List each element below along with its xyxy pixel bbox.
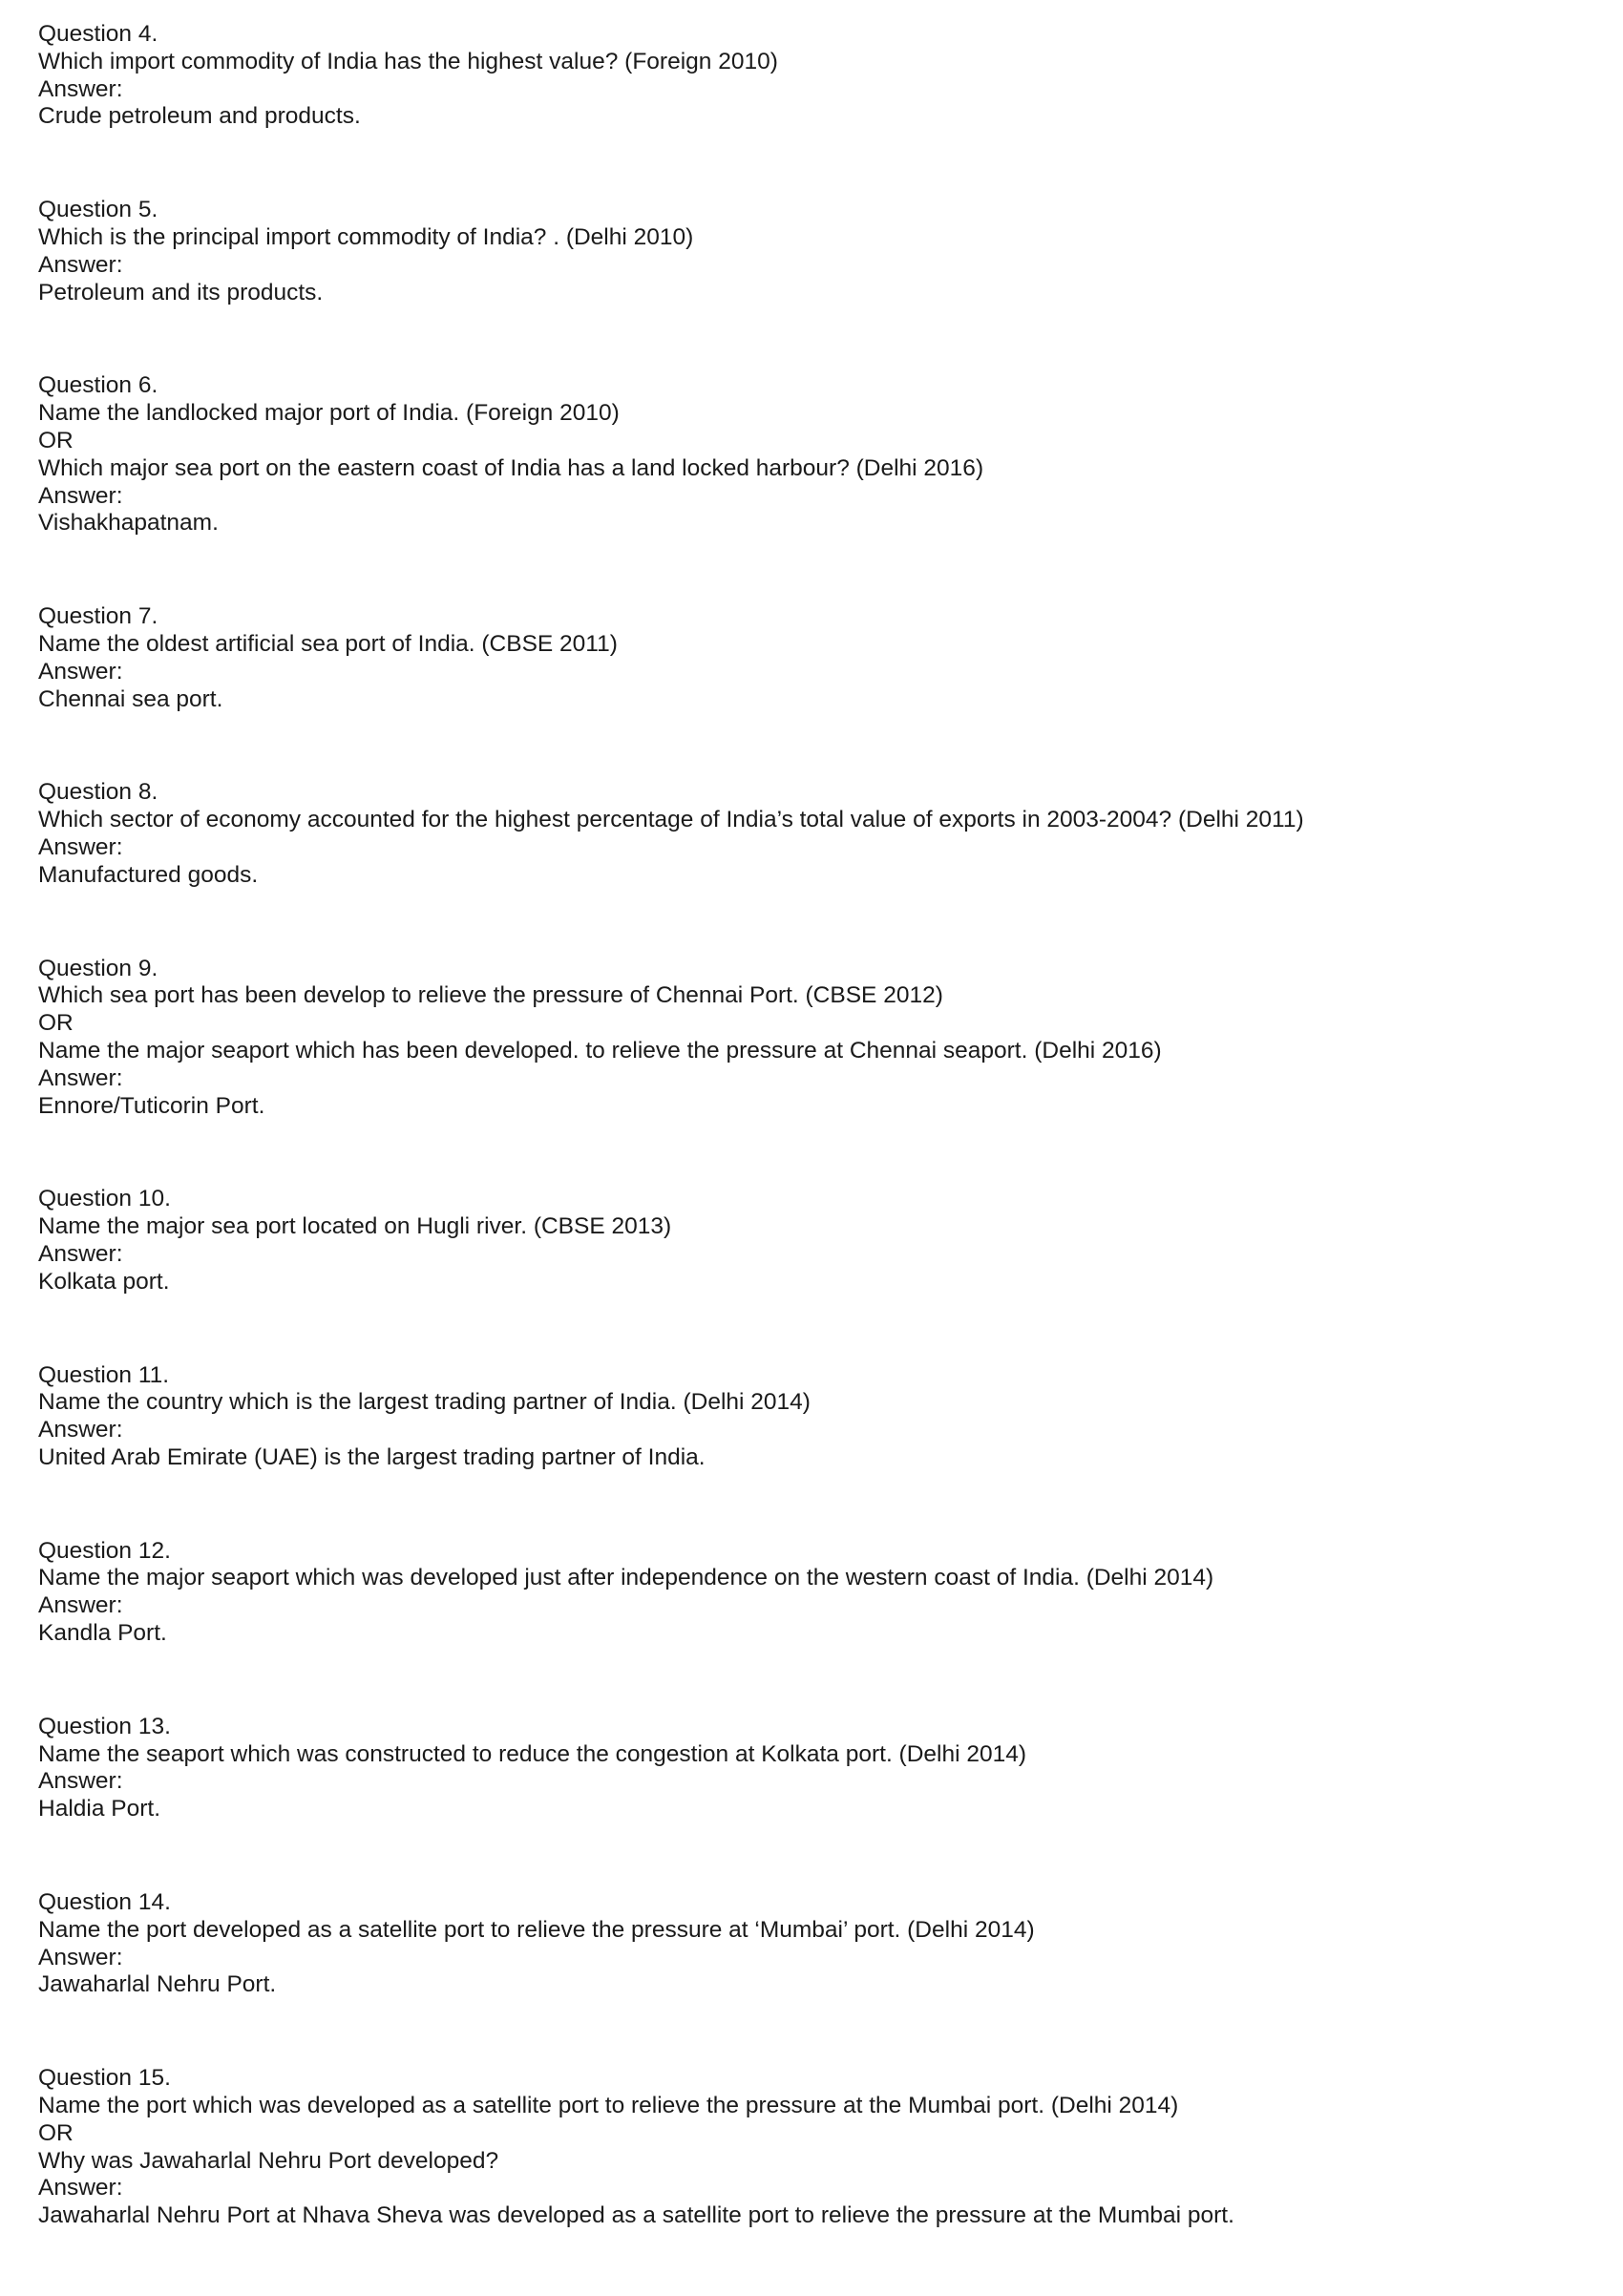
qa-line: Answer: [38,1064,123,1091]
qa-block [38,21,1604,131]
qa-block [38,1714,1604,1823]
question-number: Question 9. [38,955,158,981]
qa-line: Answer: [38,1944,123,1970]
qa-line: Which major sea port on the eastern coast of India has a land locked harbour? (Delhi 2016) [38,454,984,481]
qa-block [38,372,1604,537]
qa-line: Answer: [38,482,123,509]
question-number: Question 4. [38,21,158,47]
qa-line: Ennore/Tuticorin Port. [38,1092,265,1119]
question-number: Question 14. [38,1889,171,1916]
qa-block [38,779,1604,889]
qa-line: Answer: [38,251,123,278]
qa-line: Name the major seaport which was developed just after independence on the western coast of India. (Delhi 2014) [38,1565,1214,1591]
qa-block [38,603,1604,713]
question-number: Question 6. [38,372,158,399]
question-number: Question 15. [38,2065,171,2092]
qa-line: Which is the principal import commodity of India? . (Delhi 2010) [38,223,694,250]
qa-line: Name the major sea port located on Hugli river. (CBSE 2013) [38,1213,672,1240]
qa-line: Answer: [38,833,123,860]
qa-line: Name the seaport which was constructed to reduce the congestion at Kolkata port. (Delhi 2014) [38,1740,1027,1767]
qa-block [38,1889,1604,1999]
qa-line: Vishakhapatnam. [38,510,219,537]
qa-block [38,1538,1604,1648]
qa-line: Jawaharlal Nehru Port at Nhava Sheva was developed as a satellite port to relieve the pressure at the Mumbai port. [38,2202,1234,2229]
qa-line: Answer: [38,1592,123,1619]
qa-line: Answer: [38,1417,123,1443]
qa-line: Name the major seaport which has been developed. to relieve the pressure at Chennai seaport. (Delhi 2016) [38,1037,1162,1064]
qa-line: Answer: [38,658,123,685]
qa-document [38,21,1604,2296]
qa-line: Answer: [38,75,123,102]
qa-line: Manufactured goods. [38,861,259,888]
qa-line: Answer: [38,1768,123,1795]
question-number: Question 8. [38,779,158,806]
question-number: Question 5. [38,197,158,223]
question-number: Question 13. [38,1713,171,1739]
qa-line: Chennai sea port. [38,685,223,712]
qa-line: Name the landlocked major port of India. (Foreign 2010) [38,400,620,427]
qa-line: Name the oldest artificial sea port of India. (CBSE 2011) [38,630,618,657]
qa-line: Why was Jawaharlal Nehru Port developed? [38,2147,499,2174]
qa-line: United Arab Emirate (UAE) is the largest trading partner of India. [38,1443,706,1470]
qa-line: Which import commodity of India has the highest value? (Foreign 2010) [38,48,778,74]
question-number: Question 10. [38,1186,171,1212]
qa-line: Name the port which was developed as a satellite port to relieve the pressure at the Mumbai port. (Delhi 2014) [38,2093,1179,2119]
qa-block [38,1186,1604,1295]
qa-line: Which sector of economy accounted for the highest percentage of India’s total value of exports in 2003-2004? (Delhi 2011) [38,807,1304,833]
qa-block [38,956,1604,1121]
qa-line: OR [38,2119,74,2146]
qa-line: Name the port developed as a satellite port to relieve the pressure at ‘Mumbai’ port. (Delhi 2014) [38,1916,1035,1943]
question-number: Question 7. [38,603,158,630]
question-number: Question 12. [38,1537,171,1564]
qa-line: Answer: [38,1240,123,1267]
qa-line: Answer: [38,2175,123,2201]
question-number: Question 11. [38,1361,170,1388]
qa-line: Crude petroleum and products. [38,103,361,130]
qa-block [38,197,1604,306]
qa-line: Kolkata port. [38,1268,170,1295]
qa-block [38,1362,1604,1472]
qa-line: Petroleum and its products. [38,279,324,305]
qa-line: Kandla Port. [38,1620,167,1647]
qa-line: Haldia Port. [38,1796,161,1822]
qa-line: Jawaharlal Nehru Port. [38,1971,277,1998]
qa-line: Name the country which is the largest trading partner of India. (Delhi 2014) [38,1389,811,1416]
qa-line: Which sea port has been develop to relieve the pressure of Chennai Port. (CBSE 2012) [38,982,943,1009]
qa-line: OR [38,427,74,453]
qa-block [38,2065,1604,2230]
qa-line: OR [38,1010,74,1037]
